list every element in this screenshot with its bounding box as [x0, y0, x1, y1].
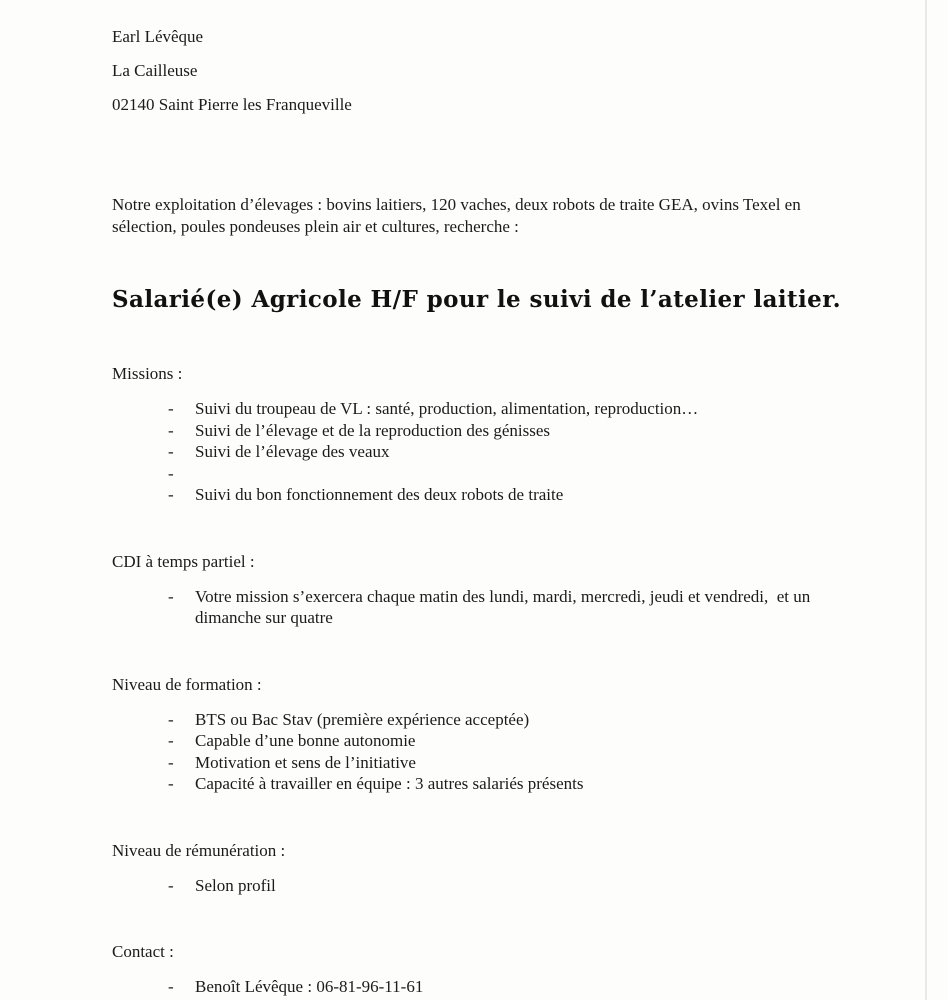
bullet-text: BTS ou Bac Stav (première expérience acceptée)	[195, 709, 530, 729]
bullet-marker: -	[168, 586, 174, 606]
bullet-list	[112, 709, 848, 795]
bullet-item	[112, 484, 848, 506]
bullet-item	[112, 730, 848, 752]
section-heading: Niveau de formation :	[112, 674, 262, 694]
section	[112, 675, 848, 795]
section	[112, 841, 848, 897]
intro-paragraph: Notre exploitation d’élevages : bovins laitiers, 120 vaches, deux robots de traite GEA, ovins Texel en sélection, poules pondeuses plein air et cultures, recherche :	[112, 195, 801, 236]
section-heading: CDI à temps partiel :	[112, 551, 255, 571]
bullet-item	[112, 441, 848, 463]
bullet-list	[112, 976, 848, 998]
sender-address-line: La Cailleuse	[112, 61, 198, 80]
bullet-marker: -	[168, 463, 174, 483]
sender-name: Earl Lévêque	[112, 27, 204, 46]
bullet-list	[112, 398, 848, 506]
section-heading: Missions :	[112, 364, 183, 383]
bullet-item	[112, 420, 848, 442]
bullet-list	[112, 586, 848, 629]
bullet-text: Capacité à travailler en équipe : 3 autres salariés présents	[195, 774, 584, 793]
sections	[112, 364, 848, 998]
bullet-item	[112, 709, 848, 731]
section	[112, 364, 848, 506]
bullet-item	[112, 773, 848, 795]
bullet-marker: -	[168, 875, 174, 895]
sender-city-line: 02140 Saint Pierre les Franqueville	[112, 95, 352, 114]
bullet-item	[112, 752, 848, 774]
section	[112, 942, 848, 998]
job-title: Salarié(e) Agricole H/F pour le suivi de l’atelier laitier.	[112, 286, 842, 313]
section-heading: Niveau de rémunération :	[112, 840, 286, 860]
bullet-item	[112, 875, 848, 897]
bullet-marker: -	[168, 731, 174, 750]
section-heading: Contact :	[112, 942, 174, 961]
bullet-item	[112, 398, 848, 420]
bullet-text: Motivation et sens de l’initiative	[195, 752, 416, 772]
bullet-marker: -	[168, 709, 174, 729]
bullet-marker: -	[168, 485, 174, 504]
bullet-marker: -	[168, 420, 174, 440]
bullet-marker: -	[168, 442, 174, 461]
bullet-text: Selon profil	[195, 875, 276, 895]
bullet-marker: -	[168, 977, 174, 996]
bullet-text: Suivi de l’élevage des veaux	[195, 442, 390, 461]
bullet-marker: -	[168, 774, 174, 793]
sender-block	[112, 28, 848, 114]
bullet-text: Capable d’une bonne autonomie	[195, 731, 416, 750]
bullet-text: Benoît Lévêque : 06-81-96-11-61	[195, 977, 424, 996]
bullet-text: Votre mission s’exercera chaque matin des lundi, mardi, mercredi, jeudi et vendredi, et un dimanche sur quatre	[195, 586, 815, 627]
bullet-item	[112, 976, 848, 998]
section	[112, 552, 848, 629]
bullet-marker: -	[168, 399, 174, 418]
bullet-marker: -	[168, 752, 174, 772]
bullet-item	[112, 463, 848, 485]
bullet-text: Suivi du bon fonctionnement des deux robots de traite	[195, 485, 564, 504]
bullet-list	[112, 875, 848, 897]
bullet-text: Suivi du troupeau de VL : santé, production, alimentation, reproduction…	[195, 399, 699, 418]
bullet-item	[112, 586, 848, 629]
bullet-text: Suivi de l’élevage et de la reproduction des génisses	[195, 420, 550, 440]
